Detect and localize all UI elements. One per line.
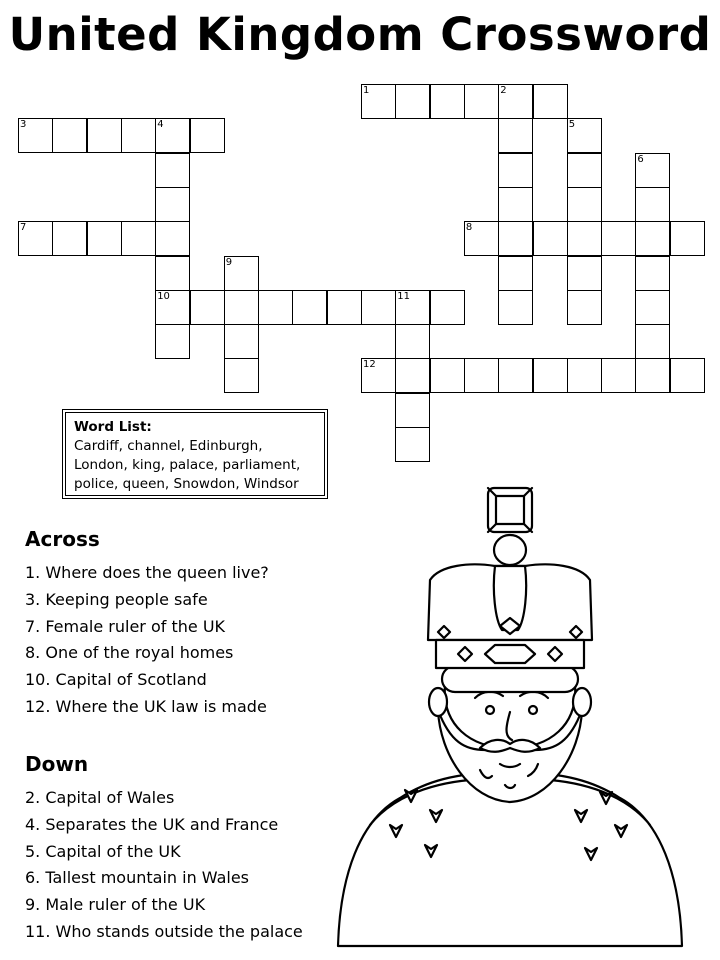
grid-cell[interactable] [361,358,396,393]
grid-cell[interactable] [533,221,568,256]
clue-down-9: 9. Male ruler of the UK [25,895,206,915]
grid-cell[interactable] [635,153,670,188]
clue-down-2: 2. Capital of Wales [25,788,175,807]
clue-number: 8 [465,222,473,234]
across-clues [25,527,355,721]
grid-cell[interactable] [155,256,190,291]
grid-cell[interactable] [567,187,602,222]
clue-number: 6 [637,153,644,165]
down-clues [25,752,355,946]
grid-cell[interactable] [498,84,533,119]
grid-cell[interactable] [361,290,396,325]
grid-cell[interactable] [395,324,430,359]
clue-down-4: 4. Separates the UK and France [25,814,279,834]
grid-cell[interactable] [155,324,190,359]
grid-cell[interactable] [224,256,259,291]
grid-cell[interactable] [18,118,53,153]
grid-cell[interactable] [567,118,602,153]
grid-cell[interactable] [430,358,465,393]
grid-cell[interactable] [52,221,87,256]
grid-cell[interactable] [395,358,430,393]
grid-cell[interactable] [567,290,602,325]
clue-across-1: 1. Where does the queen live? [25,563,269,582]
down-heading: Down [25,752,89,776]
clue-number: 1 [363,85,370,96]
grid-cell[interactable] [224,358,259,393]
grid-cell[interactable] [430,290,465,325]
clue-down-5: 5. Capital of the UK [25,841,181,861]
grid-cell[interactable] [498,118,533,153]
grid-cell[interactable] [670,221,705,256]
across-heading: Across [25,527,100,551]
grid-cell[interactable] [395,84,430,119]
grid-cell[interactable] [670,358,705,393]
grid-cell[interactable] [155,290,190,325]
page-title: United Kingdom Crossword [8,8,712,61]
clue-number: 12 [363,359,376,371]
grid-cell[interactable] [567,256,602,291]
clue-across-8: 8. One of the royal homes [25,643,234,663]
grid-cell[interactable] [395,393,430,428]
grid-cell[interactable] [190,118,225,153]
grid-cell[interactable] [601,358,636,393]
grid-cell[interactable] [121,118,156,153]
grid-cell[interactable] [18,221,53,256]
grid-cell[interactable] [361,84,396,119]
grid-cell[interactable] [635,324,670,359]
grid-cell[interactable] [567,358,602,393]
grid-cell[interactable] [52,118,87,153]
grid-cell[interactable] [121,221,156,256]
grid-cell[interactable] [635,290,670,325]
grid-cell[interactable] [498,290,533,325]
clue-across-7: 7. Female ruler of the UK [25,616,226,636]
grid-cell[interactable] [533,358,568,393]
grid-cell[interactable] [155,118,190,153]
grid-cell[interactable] [155,221,190,256]
clue-number: 7 [20,222,27,234]
word-list-title: Word List: [74,419,152,435]
grid-cell[interactable] [258,290,293,325]
grid-cell[interactable] [567,221,602,256]
clue-number: 2 [500,85,507,96]
clue-across-3: 3. Keeping people safe [25,589,208,609]
grid-cell[interactable] [635,358,670,393]
grid-cell[interactable] [292,290,327,325]
clue-number: 5 [568,119,576,131]
grid-cell[interactable] [190,290,225,325]
grid-cell[interactable] [87,221,122,256]
grid-cell[interactable] [464,84,499,119]
grid-cell[interactable] [430,84,465,119]
word-list-box [62,409,328,499]
word-list-words: Cardiff, channel, Edinburgh, London, king, palace, parliament, police, queen, Snowdon, Windsor [74,438,301,492]
grid-cell[interactable] [395,427,430,462]
grid-cell[interactable] [635,256,670,291]
grid-cell[interactable] [498,256,533,291]
grid-cell[interactable] [498,153,533,188]
grid-cell[interactable] [327,290,362,325]
clue-down-6: 6. Tallest mountain in Wales [25,868,250,888]
grid-cell[interactable] [395,290,430,325]
clue-number: 9 [225,256,233,268]
grid-cell[interactable] [498,221,533,256]
grid-cell[interactable] [464,221,499,256]
grid-cell[interactable] [567,153,602,188]
clue-down-11: 11. Who stands outside the palace [25,921,303,941]
grid-cell[interactable] [498,187,533,222]
grid-cell[interactable] [155,187,190,222]
grid-cell[interactable] [498,358,533,393]
king-illustration [330,480,720,950]
clue-across-10: 10. Capital of Scotland [25,670,207,690]
grid-cell[interactable] [155,153,190,188]
grid-cell[interactable] [601,221,636,256]
clue-number: 11 [397,290,411,302]
grid-cell[interactable] [224,290,259,325]
grid-cell[interactable] [464,358,499,393]
clue-number: 3 [20,119,27,131]
grid-cell[interactable] [533,84,568,119]
clue-number: 4 [157,119,164,131]
grid-cell[interactable] [224,324,259,359]
grid-cell[interactable] [635,221,670,256]
crossword-grid [0,0,720,470]
clue-number: 10 [157,290,170,302]
clue-across-12: 12. Where the UK law is made [25,696,267,716]
grid-cell[interactable] [87,118,122,153]
grid-cell[interactable] [635,187,670,222]
